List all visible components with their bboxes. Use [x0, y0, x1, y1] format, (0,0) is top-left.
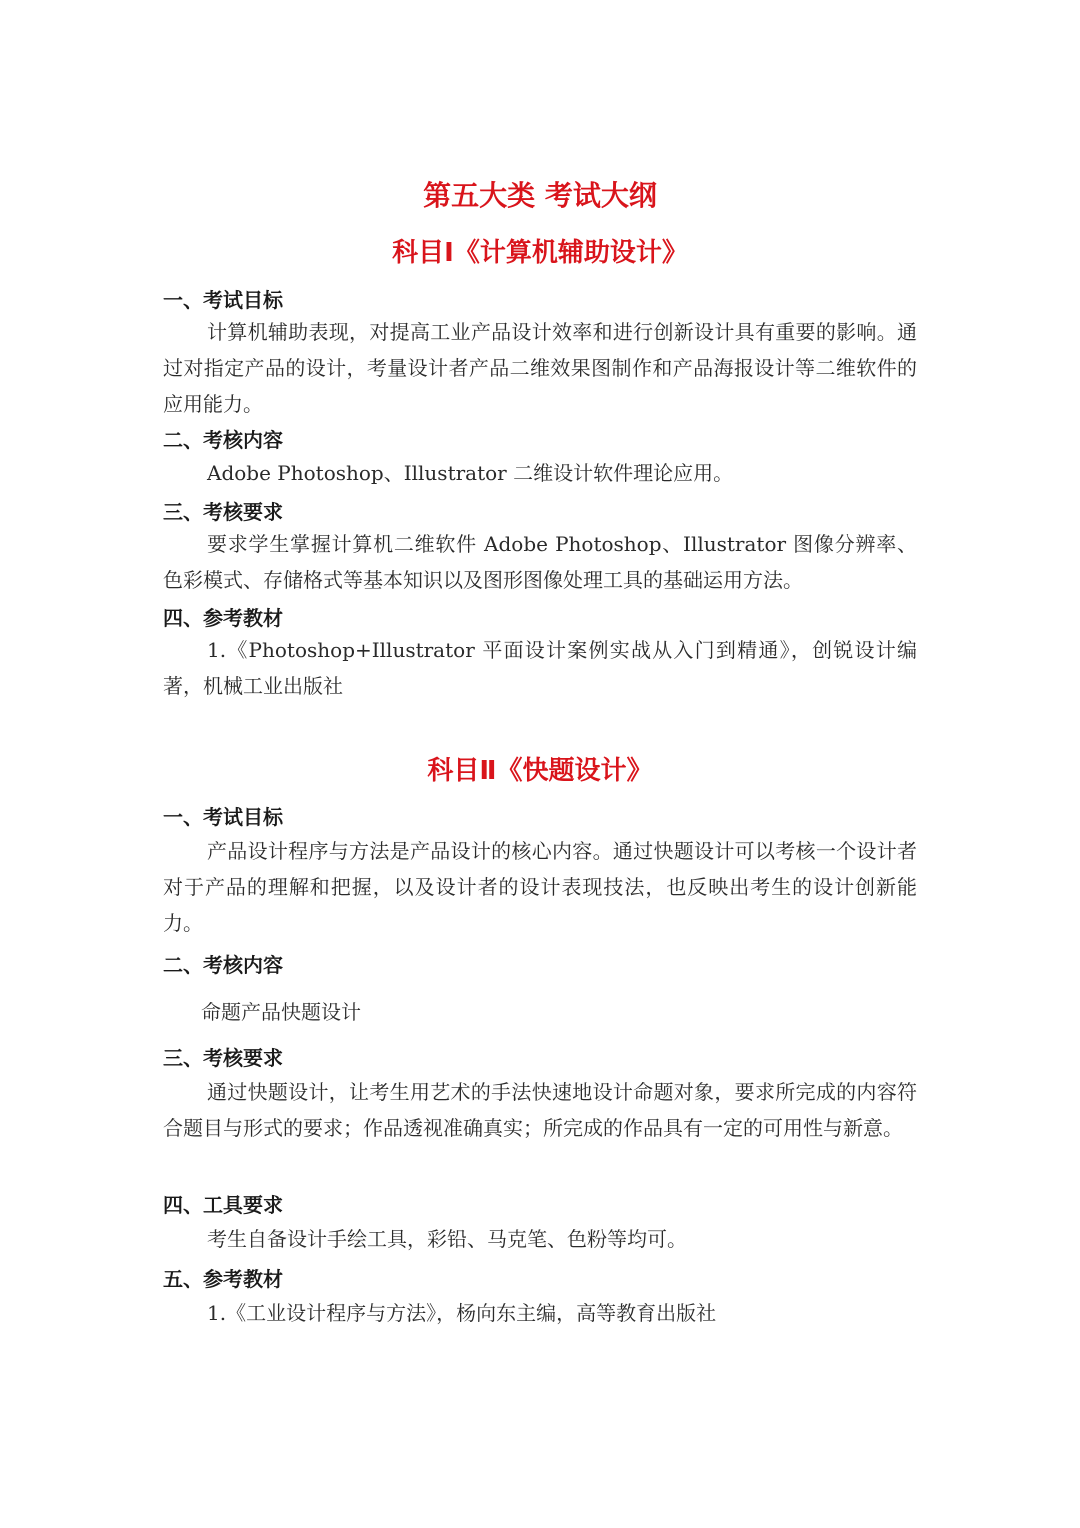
subject1-section2-heading: 二、考核内容: [163, 428, 283, 452]
subject1-section2-text: Adobe Photoshop、Illustrator 二维设计软件理论应用。: [207, 461, 734, 485]
subject2-section4-text: 考生自备设计手绘工具，彩铅、马克笔、色粉等均可。: [207, 1227, 687, 1251]
subject2-section3-heading: 三、考核要求: [163, 1046, 283, 1070]
subject1-section1-text: 计算机辅助表现，对提高工业产品设计效率和进行创新设计具有重要的影响。通过对指定产品的设计，考量设计者产品二维效果图制作和产品海报设计等二维软件的应用能力。: [163, 320, 917, 416]
subject2-section4-heading: 四、工具要求: [163, 1193, 283, 1217]
subject1-section3-heading: 三、考核要求: [163, 500, 283, 524]
subject2-title: 科目Ⅱ《快题设计》: [427, 756, 653, 786]
subject1-title: 科目Ⅰ《计算机辅助设计》: [392, 238, 688, 268]
subject2-section5-heading: 五、参考教材: [163, 1267, 283, 1291]
subject2-section1-text: 产品设计程序与方法是产品设计的核心内容。通过快题设计可以考核一个设计者对于产品的理解和把握，以及设计者的设计表现技法，也反映出考生的设计创新能力。: [163, 839, 917, 935]
subject2-section5-text: 1.《工业设计程序与方法》，杨向东主编，高等教育出版社: [207, 1301, 717, 1325]
subject1-section3-text: 要求学生掌握计算机二维软件 Adobe Photoshop、Illustrator 图像分辨率、色彩模式、存储格式等基本知识以及图形图像处理工具的基础运用方法。: [163, 532, 917, 592]
subject2-section2-text: 命题产品快题设计: [201, 1000, 361, 1024]
subject2-section2-heading: 二、考核内容: [163, 953, 283, 977]
subject1-section4-text: 1.《Photoshop+Illustrator 平面设计案例实战从入门到精通》，创锐设计编著，机械工业出版社: [163, 638, 917, 698]
subject2-section3-text: 通过快题设计，让考生用艺术的手法快速地设计命题对象，要求所完成的内容符合题目与形式的要求；作品透视准确真实；所完成的作品具有一定的可用性与新意。: [163, 1080, 917, 1140]
main-title: 第五大类 考试大纲: [423, 179, 657, 212]
subject1-section1-heading: 一、考试目标: [163, 288, 283, 312]
subject1-section4-heading: 四、参考教材: [163, 606, 283, 630]
subject2-section1-heading: 一、考试目标: [163, 805, 283, 829]
